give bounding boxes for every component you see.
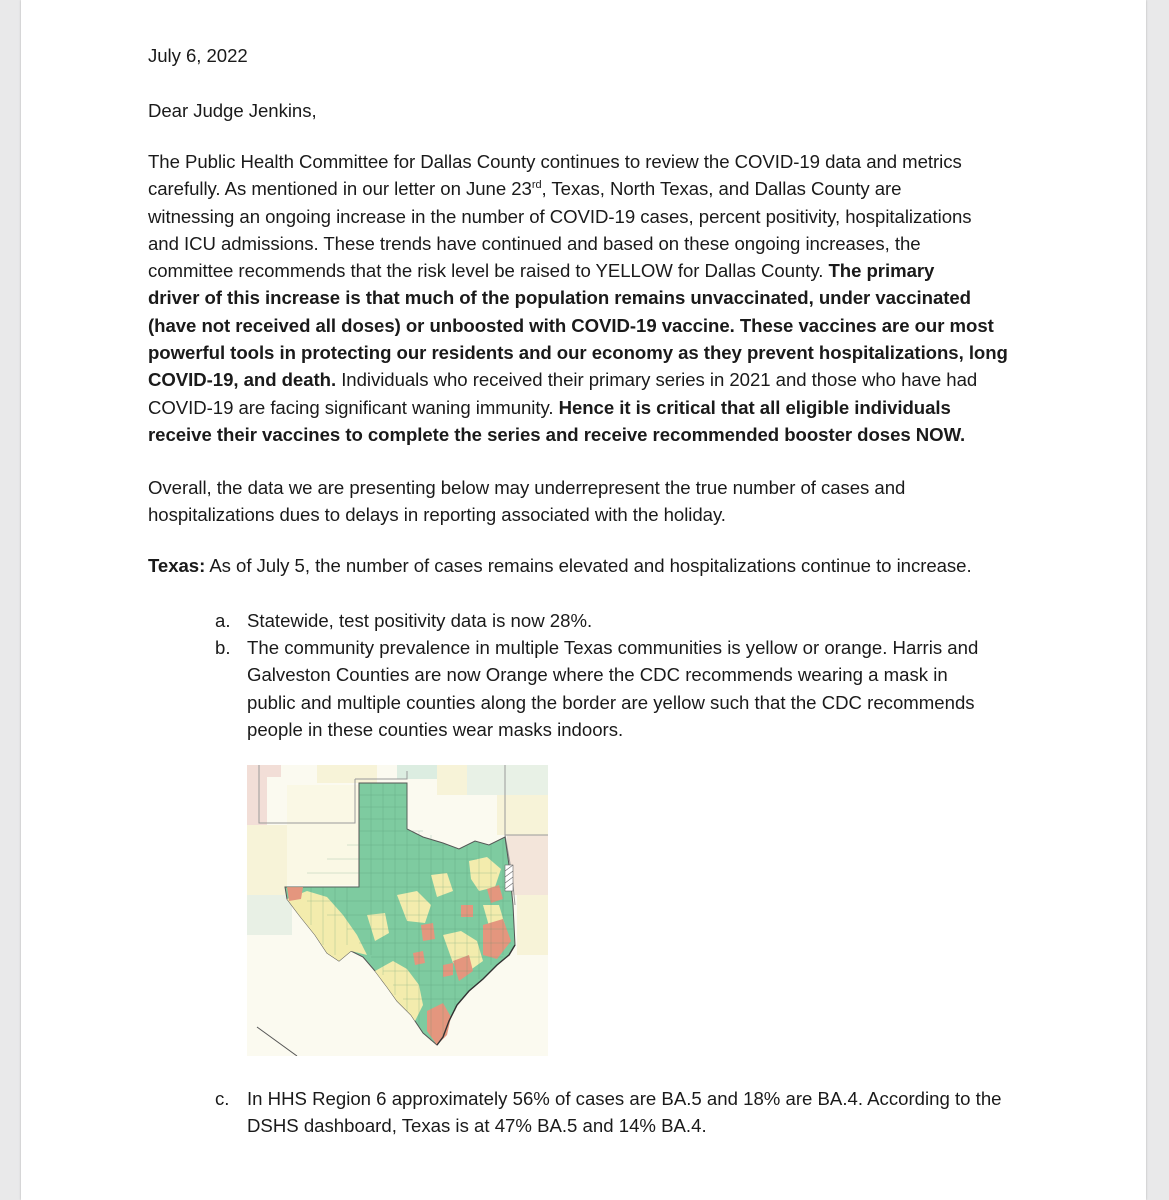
para1-line10-a: COVID-19 are facing significant waning immunity. [148,396,559,418]
list-b-line1: The community prevalence in multiple Texas communities is yellow or orange. Harris and [247,637,979,658]
list-c-line2: DSHS dashboard, Texas is at 47% BA.5 and 14% BA.4. [247,1115,707,1137]
hatched-county [505,865,513,891]
para1-line8-bold: powerful tools in protecting our residents and our economy as they prevent hospitalizations, long [148,342,1008,364]
map-svg [247,765,548,1056]
para1-line9-bold: COVID-19, and death. [148,369,337,391]
letter-date: July 6, 2022 [148,45,248,66]
list-c-line1: In HHS Region 6 approximately 56% of cases are BA.5 and 18% are BA.4. According to the [247,1088,1002,1109]
para1-line1: The Public Health Committee for Dallas County continues to review the COVID-19 data and metrics [148,151,962,172]
list-b-line2: Galveston Counties are now Orange where the CDC recommends wearing a mask in [247,664,948,686]
para1-line5 [148,257,1078,284]
list-text-b [247,634,978,743]
para1-line5-bold: The primary [828,260,935,282]
para1-line2-a: carefully. As mentioned in our letter on June 23 [148,178,532,200]
para1-line3: witnessing an ongoing increase in the number of COVID-19 cases, percent positivity, hospitalizations [148,205,972,227]
texas-community-level-map [247,765,548,1056]
list-marker-a: a. [215,610,231,631]
para1-line7-bold: (have not received all doses) or unboosted with COVID-19 vaccine. These vaccines are our most [148,314,994,336]
para1-line4: and ICU admissions. These trends have continued and based on these ongoing increases, the [148,232,921,254]
para1-line5-a: committee recommends that the risk level be raised to YELLOW for Dallas County. [148,260,829,282]
list-b-line3: public and multiple counties along the border are yellow such that the CDC recommends [247,691,975,713]
para2-line2: hospitalizations dues to delays in reporting associated with the holiday. [148,504,726,526]
list-marker-b: b. [215,637,231,658]
para1-line7 [148,312,1078,339]
paragraph-main [148,148,1078,448]
list-marker-c: c. [215,1088,230,1109]
document-page [21,0,1146,1200]
para1-line10-bold: Hence it is critical that all eligible individuals [558,396,951,418]
para1-line8 [148,339,1078,366]
para1-line6-bold: driver of this increase is that much of the population remains unvaccinated, under vaccinated [148,287,971,309]
para1-line6 [148,284,1078,311]
para1-line11 [148,421,1078,448]
para1-line9 [148,366,1078,393]
texas-label: Texas: [148,555,206,576]
salutation: Dear Judge Jenkins, [148,100,317,121]
texas-text: As of July 5, the number of cases remains elevated and hospitalizations continue to increase. [205,555,972,576]
ordinal-suffix: rd [531,179,542,192]
para1-line10 [148,394,1078,421]
para1-line11-bold: receive their vaccines to complete the series and receive recommended booster doses NOW. [148,423,966,445]
list-text-c [247,1085,1002,1140]
para1-line2 [148,175,1078,202]
para1-line2-b: , Texas, North Texas, and Dallas County are [541,178,902,200]
para2-line1: Overall, the data we are presenting below may underrepresent the true number of cases and [148,477,906,498]
texas-summary [148,552,972,579]
para1-line9-b: Individuals who received their primary series in 2021 and those who have had [336,369,978,391]
list-b-line4: people in these counties wear masks indoors. [247,718,624,740]
list-text-a: Statewide, test positivity data is now 28%. [247,610,593,631]
paragraph-overall [148,474,905,529]
